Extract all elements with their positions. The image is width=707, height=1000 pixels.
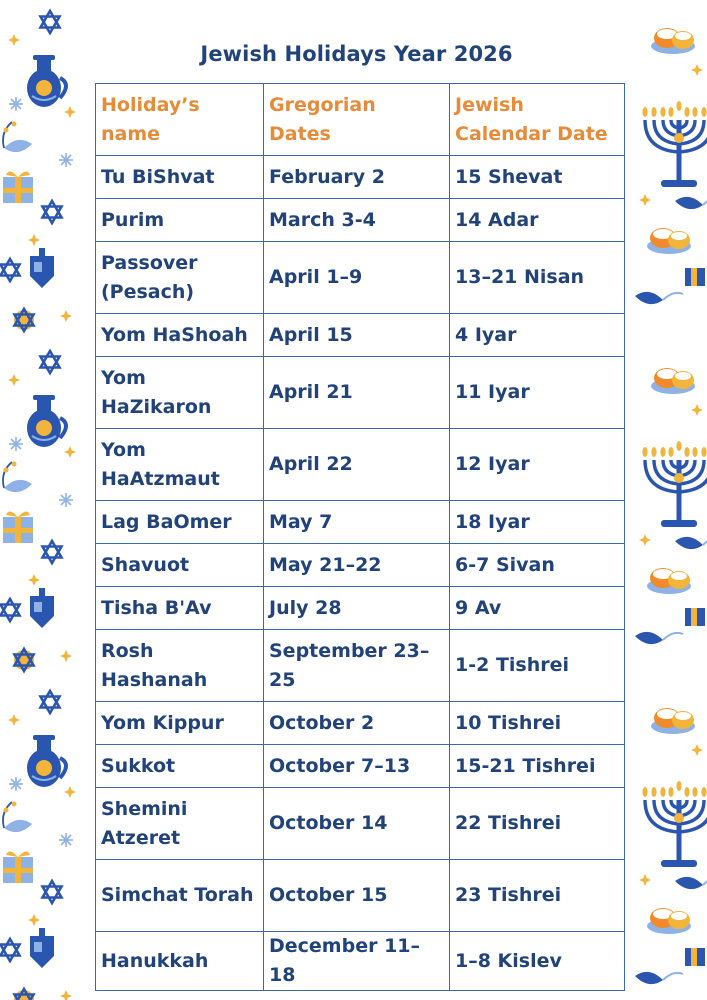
gregorian-date-cell: October 7–13 [264, 745, 450, 788]
table-row [96, 156, 625, 199]
holiday-name-cell: Yom HaAtzmaut [96, 429, 264, 501]
table-row [96, 630, 625, 702]
decorative-border-right [633, 0, 707, 1000]
jewish-date-cell: 6-7 Sivan [450, 544, 625, 587]
gregorian-date-cell: July 28 [264, 587, 450, 630]
holiday-name-cell: Tu BiShvat [96, 156, 264, 199]
table-row [96, 357, 625, 429]
gregorian-date-cell: October 15 [264, 860, 450, 932]
table-row [96, 860, 625, 932]
jewish-date-cell: 10 Tishrei [450, 702, 625, 745]
jewish-date-cell: 23 Tishrei [450, 860, 625, 932]
table-row [96, 501, 625, 544]
holiday-name-cell: Shavuot [96, 544, 264, 587]
table-row [96, 745, 625, 788]
judaica-pattern-left [0, 0, 80, 1000]
holiday-name-cell: Hanukkah [96, 932, 264, 991]
holiday-calendar-page [80, 0, 633, 1000]
jewish-date-cell: 1-2 Tishrei [450, 630, 625, 702]
gregorian-date-cell: October 2 [264, 702, 450, 745]
gregorian-date-cell: April 15 [264, 314, 450, 357]
jewish-date-cell: 11 Iyar [450, 357, 625, 429]
holiday-name-cell: Yom HaShoah [96, 314, 264, 357]
column-header-jewish-calendar-date: Jewish Calendar Date [450, 84, 625, 156]
holiday-name-cell: Yom Kippur [96, 702, 264, 745]
jewish-date-cell: 4 Iyar [450, 314, 625, 357]
jewish-date-cell: 1–8 Kislev [450, 932, 625, 991]
gregorian-date-cell: February 2 [264, 156, 450, 199]
holiday-name-cell: Tisha B'Av [96, 587, 264, 630]
page-title: Jewish Holidays Year 2026 [200, 42, 513, 66]
jewish-date-cell: 9 Av [450, 587, 625, 630]
jewish-date-cell: 13–21 Nisan [450, 242, 625, 314]
holiday-name-cell: Shemini Atzeret [96, 788, 264, 860]
holiday-name-cell: Simchat Torah [96, 860, 264, 932]
gregorian-date-cell: April 21 [264, 357, 450, 429]
holiday-name-cell: Sukkot [96, 745, 264, 788]
gregorian-date-cell: September 23–25 [264, 630, 450, 702]
column-header-holiday-name: Holiday’s name [96, 84, 264, 156]
table-row [96, 242, 625, 314]
gregorian-date-cell: March 3-4 [264, 199, 450, 242]
table-row [96, 788, 625, 860]
gregorian-date-cell: April 1–9 [264, 242, 450, 314]
gregorian-date-cell: April 22 [264, 429, 450, 501]
table-row [96, 702, 625, 745]
jewish-date-cell: 22 Tishrei [450, 788, 625, 860]
jewish-date-cell: 12 Iyar [450, 429, 625, 501]
table-row [96, 587, 625, 630]
holiday-name-cell: Lag BaOmer [96, 501, 264, 544]
jewish-date-cell: 15-21 Tishrei [450, 745, 625, 788]
gregorian-date-cell: May 21–22 [264, 544, 450, 587]
table-row [96, 932, 625, 991]
column-header-gregorian-dates: Gregorian Dates [264, 84, 450, 156]
table-header-row [96, 84, 625, 156]
menorah-pattern-right [633, 0, 707, 1000]
holiday-name-cell: Rosh Hashanah [96, 630, 264, 702]
holiday-name-cell: Yom HaZikaron [96, 357, 264, 429]
holiday-name-cell: Passover (Pesach) [96, 242, 264, 314]
table-row [96, 314, 625, 357]
table-row [96, 429, 625, 501]
jewish-date-cell: 14 Adar [450, 199, 625, 242]
holiday-name-cell: Purim [96, 199, 264, 242]
gregorian-date-cell: May 7 [264, 501, 450, 544]
jewish-date-cell: 18 Iyar [450, 501, 625, 544]
table-row [96, 544, 625, 587]
gregorian-date-cell: October 14 [264, 788, 450, 860]
decorative-border-left [0, 0, 80, 1000]
gregorian-date-cell: December 11–18 [264, 932, 450, 991]
jewish-date-cell: 15 Shevat [450, 156, 625, 199]
table-row [96, 199, 625, 242]
holidays-table [95, 83, 625, 991]
